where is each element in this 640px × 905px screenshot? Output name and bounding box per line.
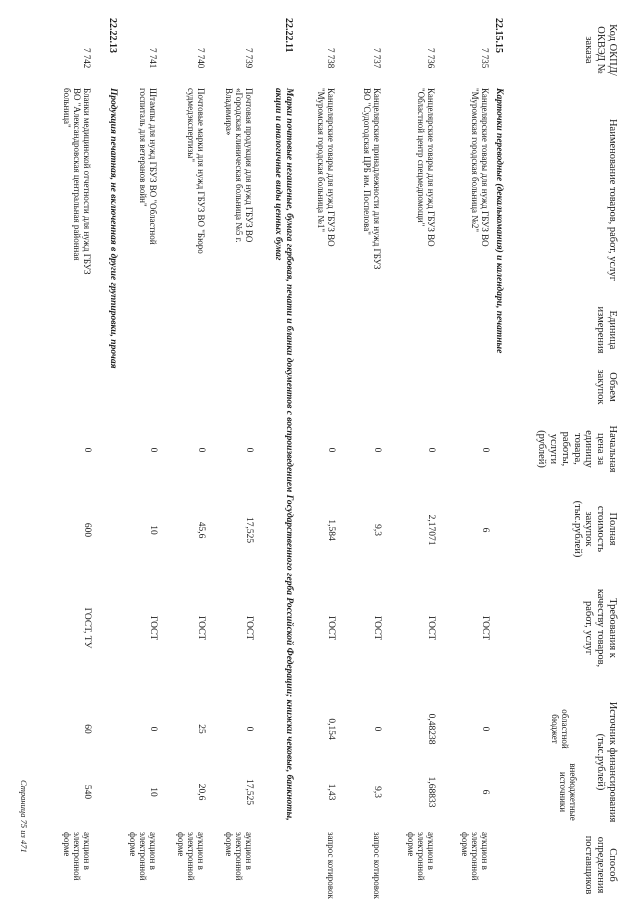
header-start-price: Начальная цена за единицу товара, работы, услуги (рублей) [536, 425, 618, 473]
section-code: 22.22.11 [283, 18, 294, 53]
start-price: 0 [148, 447, 158, 453]
regional-budget: 0,48238 [426, 713, 436, 745]
procurement-method: запрос котировок [326, 832, 336, 899]
total-cost: 45,6 [196, 521, 206, 539]
extra-budget: 10 [148, 787, 158, 797]
start-price: 0 [426, 447, 436, 453]
header-unit: Единица измерения [595, 306, 618, 354]
extra-budget: 9,3 [372, 786, 382, 798]
header-source: Источник финансирования (тыс.рублей) [595, 701, 618, 823]
header-code: Код ОКПД/ ОКВЭД № заказа [583, 24, 618, 76]
start-price: 0 [480, 447, 490, 453]
procurement-method: аукцион в электронной форме [61, 832, 92, 881]
requirement: ГОСТ [426, 615, 436, 641]
procurement-method: аукцион в электронной форме [405, 832, 436, 881]
regional-budget: 25 [196, 724, 206, 734]
order-number: 7 739 [244, 48, 254, 69]
order-number: 7 742 [82, 48, 92, 69]
header-volume: Объем закупок [595, 369, 618, 405]
order-number: 7 741 [148, 48, 158, 69]
item-name: Штампы для нужд ГБУЗ ВО "Областной госпиталь для ветеранов войн" [137, 88, 158, 245]
requirement: ГОСТ, ТУ [82, 607, 92, 649]
regional-budget: 0 [372, 726, 382, 732]
total-cost: 600 [82, 522, 92, 538]
order-number: 7 740 [196, 48, 206, 69]
procurement-method: аукцион в электронной форме [127, 832, 158, 881]
section-title: Продукция печатная, не включенная в другие группировки, прочая [108, 88, 118, 369]
procurement-method: запрос котировок [372, 832, 382, 899]
procurement-method: аукцион в электронной форме [175, 832, 206, 881]
item-name: Канцелярские принадлежности для нужд ГБУЗ ВО "Судогодская ЦРБ им. Поспелова" [361, 88, 382, 270]
regional-budget: 0 [148, 726, 158, 732]
regional-budget: 60 [82, 724, 92, 734]
start-price: 0 [196, 447, 206, 453]
item-name: Почтовые марки для нужд ГБУЗ ВО "Бюро судмедэкспертизы" [185, 88, 206, 254]
section-title: Марки почтовые негашеные, бумага гербовая, печати и бланки документов с воспроизведением Государственного герба Российской Федерации; книжки чековые, банкноты, акции и аналогичные виды ценных бумаг [273, 88, 294, 821]
total-cost: 9,3 [372, 524, 382, 536]
order-number: 7 737 [372, 48, 382, 69]
total-cost: 17,525 [244, 516, 254, 544]
header-source-extra: внебюджетные источники [557, 763, 578, 821]
regional-budget: 0,154 [326, 718, 336, 740]
total-cost: 1,584 [326, 519, 336, 541]
header-method: Способ определения поставщиков [583, 835, 618, 895]
requirement: ГОСТ [480, 615, 490, 641]
start-price: 0 [82, 447, 92, 453]
requirement: ГОСТ [326, 615, 336, 641]
total-cost: 10 [148, 525, 158, 535]
regional-budget: 0 [244, 726, 254, 732]
start-price: 0 [372, 447, 382, 453]
total-cost: 2,17071 [426, 514, 436, 546]
item-name: Бланки медицинской отчетности для нужд ГБУЗ ВО "Александровская центральная районная больница" [61, 88, 92, 275]
header-name: Наименование товаров, работ, услуг [607, 118, 618, 282]
extra-budget: 20,6 [196, 783, 206, 801]
order-number: 7 738 [326, 48, 336, 69]
item-name: Канцелярские товары для нужд ГБУЗ ВО "Муромская городская больница №1" [315, 88, 336, 247]
requirement: ГОСТ [148, 615, 158, 641]
extra-budget: 1,43 [326, 783, 336, 801]
extra-budget: 540 [82, 784, 92, 800]
item-name: Канцелярские товары для нужд ГБУЗ ВО "Муромская городская больница №2" [469, 88, 490, 247]
section-code: 22.22.13 [107, 18, 118, 53]
header-source-regional: областной бюджет [549, 709, 570, 749]
page-number: Страница 75 из 471 [19, 780, 29, 853]
total-cost: 6 [480, 527, 490, 533]
extra-budget: 17,525 [244, 778, 254, 806]
section-code: 22.15.15 [493, 18, 504, 53]
item-name: Канцелярские товары для нужд ГБУЗ ВО "Областной центр спецмедпомощи" [415, 88, 436, 247]
item-name: Почтовая продукция для нужд ГБУЗ ВО «Городская клиническая больница №5 г. Владимира» [223, 88, 254, 243]
order-number: 7 735 [480, 48, 490, 69]
regional-budget: 0 [480, 726, 490, 732]
requirement: ГОСТ [196, 615, 206, 641]
procurement-method: аукцион в электронной форме [223, 832, 254, 881]
procurement-method: аукцион в электронной форме [459, 832, 490, 881]
extra-budget: 6 [480, 789, 490, 795]
extra-budget: 1,68833 [426, 776, 436, 808]
section-title: Карточки переводные (декалькомания) и календари, печатные [494, 88, 504, 354]
requirement: ГОСТ [372, 615, 382, 641]
start-price: 0 [244, 447, 254, 453]
header-total-cost: Полная стоимость закупок (тыс.рублей) [571, 500, 618, 558]
start-price: 0 [326, 447, 336, 453]
requirement: ГОСТ [244, 615, 254, 641]
order-number: 7 736 [426, 48, 436, 69]
header-requirements: Требования к качеству товаров, работ, услуг [583, 588, 618, 668]
